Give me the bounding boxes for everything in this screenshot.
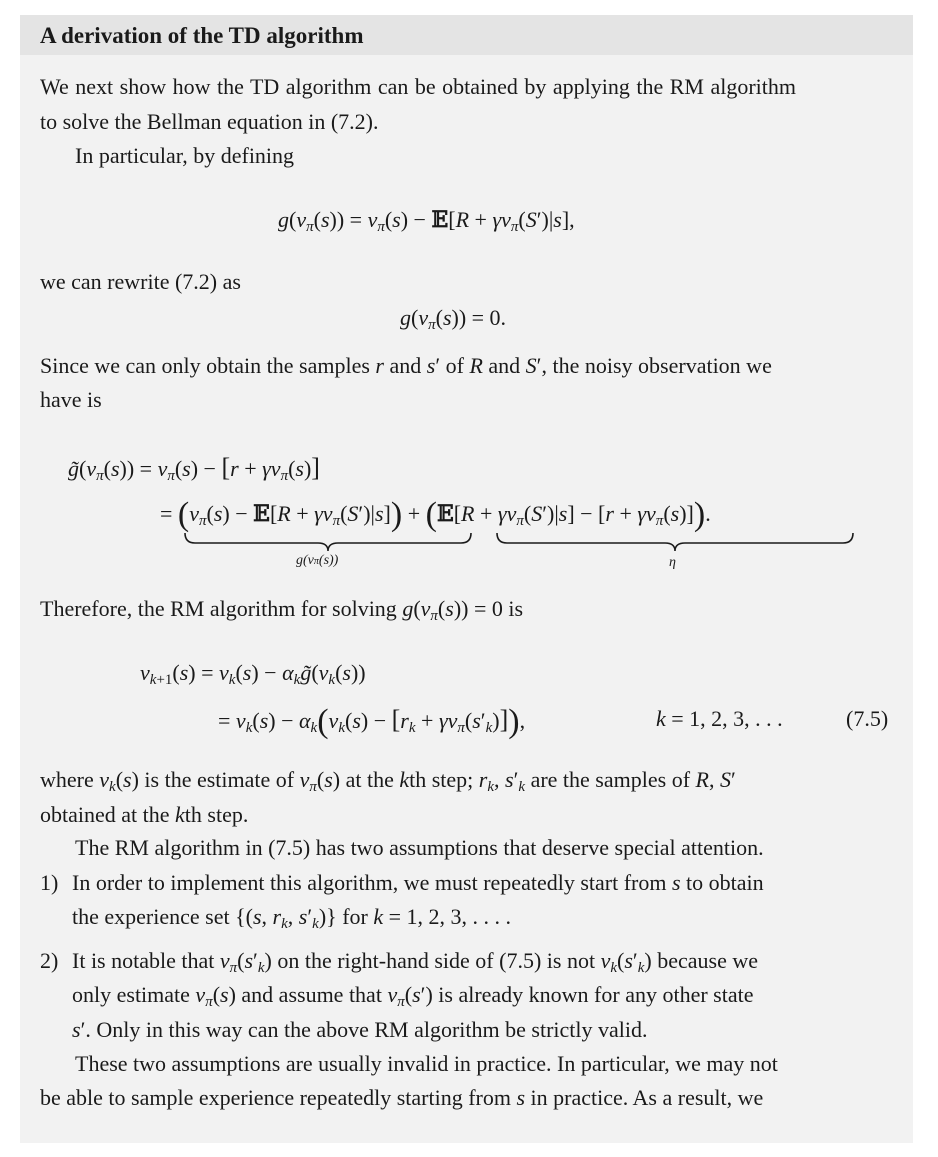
item-1-number: 1) xyxy=(40,870,59,895)
since-line-1: Since we can only obtain the samples r and s′ of R and S′, the noisy observation we xyxy=(40,353,772,378)
therefore-line: Therefore, the RM algorithm for solving $g(v_\pi(s)) = 0$ is xyxy=(40,596,524,624)
assumptions-intro: The RM algorithm in (7.5) has two assumptions that deserve special attention. xyxy=(75,835,764,860)
equation-rm-line-2: = $v_k(s) - \alpha_k(v_k(s) - [r_k + \gamma v_\pi(s'_k)])$, xyxy=(218,703,526,740)
item-1-line-2: the experience set {(s, $r_k$, $s'_k$)} for k = 1, 2, 3, . . . . xyxy=(72,904,512,932)
equation-rm-line-1: $v_{k+1}(s) = v_k(s)$ − $\alpha_kg̃(v_k(s))$ xyxy=(140,660,366,688)
intro-line-2: to solve the Bellman equation in (7.2). xyxy=(40,109,379,134)
final-line-2: be able to sample experience repeatedly starting from s in practice. As a result, we xyxy=(40,1085,764,1110)
equation-tilde-line-1: $g̃(v_\pi(s)) = v_\pi(s) - [r + \gamma v_\pi(s)]$ xyxy=(68,453,320,484)
item-1-line-1: In order to implement this algorithm, we must repeatedly start from s to obtain xyxy=(72,870,764,895)
equation-tilde-line-2: = ($v_\pi(s)$ − 𝔼[R + $\gamma v_\pi(S')|s$]) + (𝔼[R + $\gamma v_\pi(S')|s] - [r + \gamma v_\pi(s)]$). xyxy=(160,496,711,533)
item-2-number: 2) xyxy=(40,948,59,973)
rewrite-line: we can rewrite (7.2) as xyxy=(40,269,241,294)
equation-condition: k = 1, 2, 3, . . . xyxy=(656,706,783,731)
equation-g-zero: $g(v_\pi(s)) = 0$. xyxy=(400,305,507,333)
equation-number: (7.5) xyxy=(846,706,889,731)
underbrace-1 xyxy=(183,531,473,551)
box-title: A derivation of the TD algorithm xyxy=(40,23,364,48)
final-line-1: These two assumptions are usually invalid in practice. In particular, we may not xyxy=(75,1051,778,1076)
since-line-2: have is xyxy=(40,387,102,412)
where-line-1: where $v_k(s)$ is the estimate of $v_\pi(s)$ at the kth step; $r_k$, $s'_k$ are the samples of R, S′ xyxy=(40,767,736,795)
item-2-line-2: only estimate $v_\pi(s)$ and assume that $v_\pi(s')$ is already known for any other state xyxy=(72,982,754,1010)
box-title-bar xyxy=(20,15,913,55)
derivation-box xyxy=(20,15,913,1143)
brace-label-2: η xyxy=(669,555,676,570)
underbrace-2 xyxy=(495,531,855,551)
particular-line: In particular, by defining xyxy=(75,143,295,168)
intro-line-1: We next show how the TD algorithm can be obtained by applying the RM algorithm xyxy=(40,74,797,99)
item-2-line-1: It is notable that $v_\pi(s'_k)$ on the right-hand side of (7.5) is not $v_k(s'_k)$ because we xyxy=(72,948,758,976)
equation-g-definition: $g(v_\pi(s)) = v_\pi(s)$ − 𝔼[R + $\gamma v_\pi(S')|s$], xyxy=(278,207,575,235)
item-2-line-3: s′. Only in this way can the above RM algorithm be strictly valid. xyxy=(72,1017,648,1042)
where-line-2: obtained at the kth step. xyxy=(40,802,249,827)
brace-label-1: g(vπ(s)) xyxy=(296,553,339,568)
